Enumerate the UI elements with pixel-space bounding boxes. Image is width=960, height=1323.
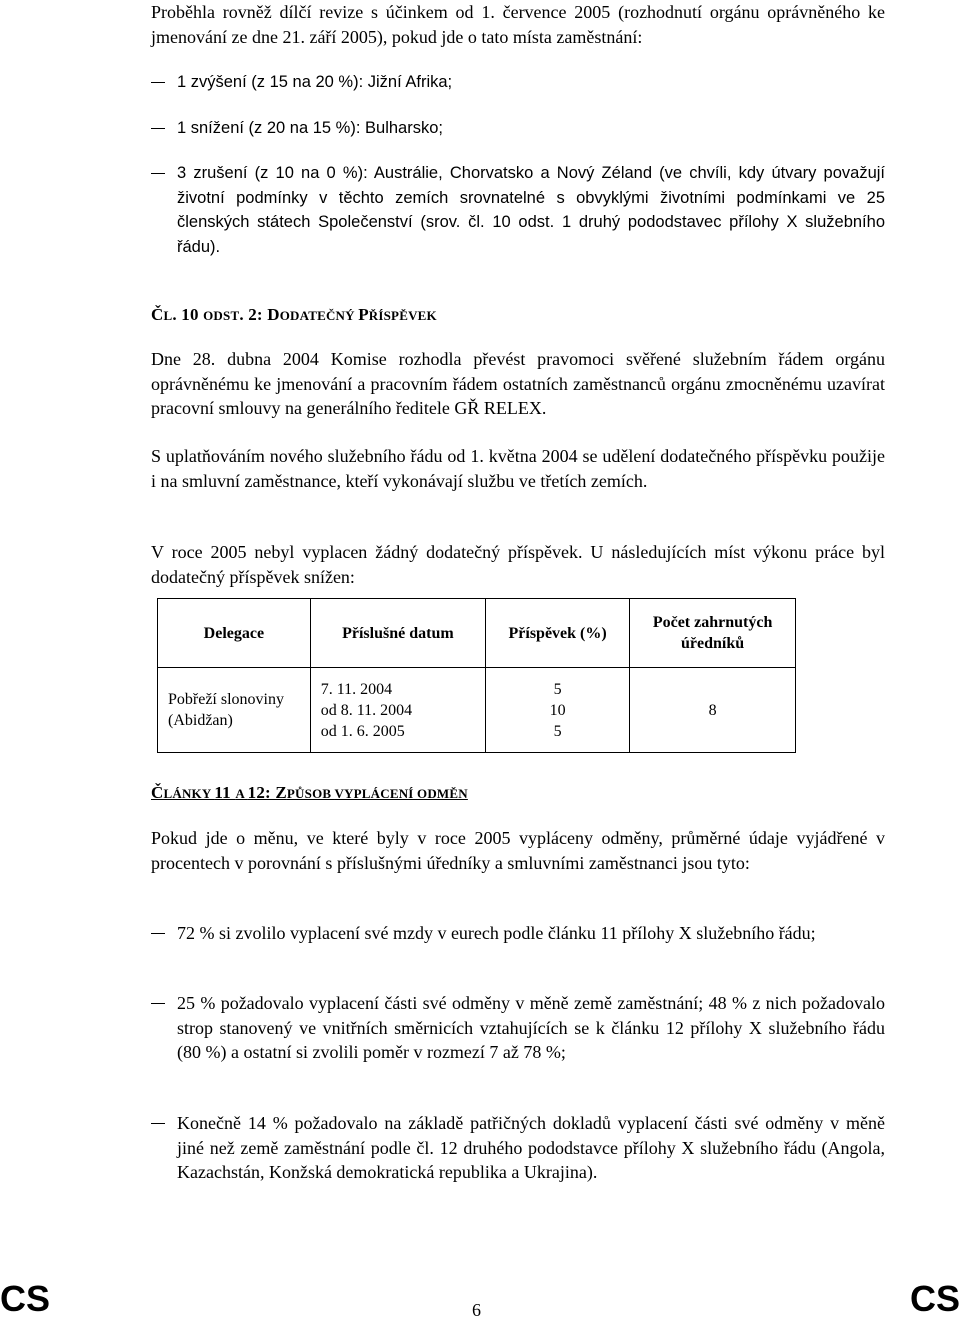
list-item: 3 zrušení (z 10 na 0 %): Austrálie, Chorvatsko a Nový Zéland (ve chvíli, kdy útvary považují životní podmínky v těchto zemích srovnatelné s obvyklými životními podmínkami ve 25 členských státech Společenství (srov. čl. 10 odst. 1 druhý pododstavec přílohy X služebního řádu). (151, 161, 885, 259)
dash-bullet-icon (151, 173, 165, 174)
column-header: Příslušné datum (310, 599, 485, 668)
list-item: 72 % si zvolilo vyplacení své mzdy v eurech podle článku 11 přílohy X služebního řádu; (151, 921, 885, 946)
footer-language-label-right: CS (909, 1278, 960, 1319)
dash-bullet-icon (151, 1123, 165, 1124)
column-header: Počet zahrnutých úředníků (630, 599, 796, 668)
list-item: 1 snížení (z 20 na 15 %): Bulharsko; (151, 116, 885, 141)
paragraph-delegation: Dne 28. dubna 2004 Komise rozhodla převést pravomoci svěřené služebním řádem orgánu oprávněnému ke jmenování a pracovním řádem ostatních zaměstnanců orgánu zmocněnému uzavírat pracovní smlouvy na generálního ředitele GŘ RELEX. (151, 349, 885, 418)
list-item: 25 % požadovalo vyplacení části své odměny v měně země zaměstnání; 48 % z nich požadovalo strop stanovený ve vnitřních směrnicích vztahujících se k článku 12 přílohy X služebního řádu (80 %) a ostatní si zvolili poměr v rozmezí 7 až 78 %; (151, 991, 885, 1065)
table-row (158, 668, 796, 753)
paragraph-contract-staff: S uplatňováním nového služebního řádu od 1. května 2004 se udělení dodatečného příspěvku použije i na smluvní zaměstnance, kteří vykonávají službu ve třetích zemích. (151, 446, 885, 491)
page-number: 6 (472, 1300, 481, 1320)
footer-language-label-left: CS (0, 1278, 51, 1319)
dash-bullet-icon (151, 128, 165, 129)
paragraph-no-allowance: V roce 2005 nebyl vyplacen žádný dodatečný příspěvek. U následujících míst výkonu práce byl dodatečný příspěvek snížen: (151, 542, 885, 587)
allowance-table (157, 598, 796, 753)
dash-bullet-icon (151, 1003, 165, 1004)
delegation-cell: Pobřeží slonoviny (Abidžan) (158, 668, 311, 753)
section-heading-art11-12: ČLÁNKY 11 A 12: ZPŮSOB VYPLÁCENÍ ODMĚN (151, 783, 468, 802)
intro-paragraph: Proběhla rovněž dílčí revize s účinkem od 1. července 2005 (rozhodnutí orgánu oprávněného ke jmenování ze dne 21. září 2005), pokud jde o tato místa zaměstnání: (151, 2, 885, 47)
percentages-cell: 5 10 5 (486, 668, 630, 753)
list-item: Konečně 14 % požadovalo na základě patřičných dokladů vyplacení části své odměny v měně jiné než země zaměstnání podle čl. 12 druhého pododstavce přílohy X služebního řádu (Angola, Kazachstán, Konžská demokratická republika a Ukrajina). (151, 1111, 885, 1185)
officials-cell: 8 (630, 668, 796, 753)
dash-bullet-icon (151, 933, 165, 934)
list-item: 1 zvýšení (z 15 na 20 %): Jižní Afrika; (151, 70, 885, 95)
table-header-row (158, 599, 796, 668)
column-header: Příspěvek (%) (486, 599, 630, 668)
paragraph-currency: Pokud jde o měnu, ve které byly v roce 2005 vypláceny odměny, průměrné údaje vyjádřené v procentech v porovnání s příslušnými úředníky a smluvními zaměstnanci jsou tyto: (151, 828, 885, 873)
column-header: Delegace (158, 599, 311, 668)
dash-bullet-icon (151, 82, 165, 83)
section-heading-art10: ČL. 10 ODST. 2: DODATEČNÝ PŘÍSPĚVEK (151, 305, 437, 324)
dates-cell: 7. 11. 2004 od 8. 11. 2004 od 1. 6. 2005 (310, 668, 485, 753)
